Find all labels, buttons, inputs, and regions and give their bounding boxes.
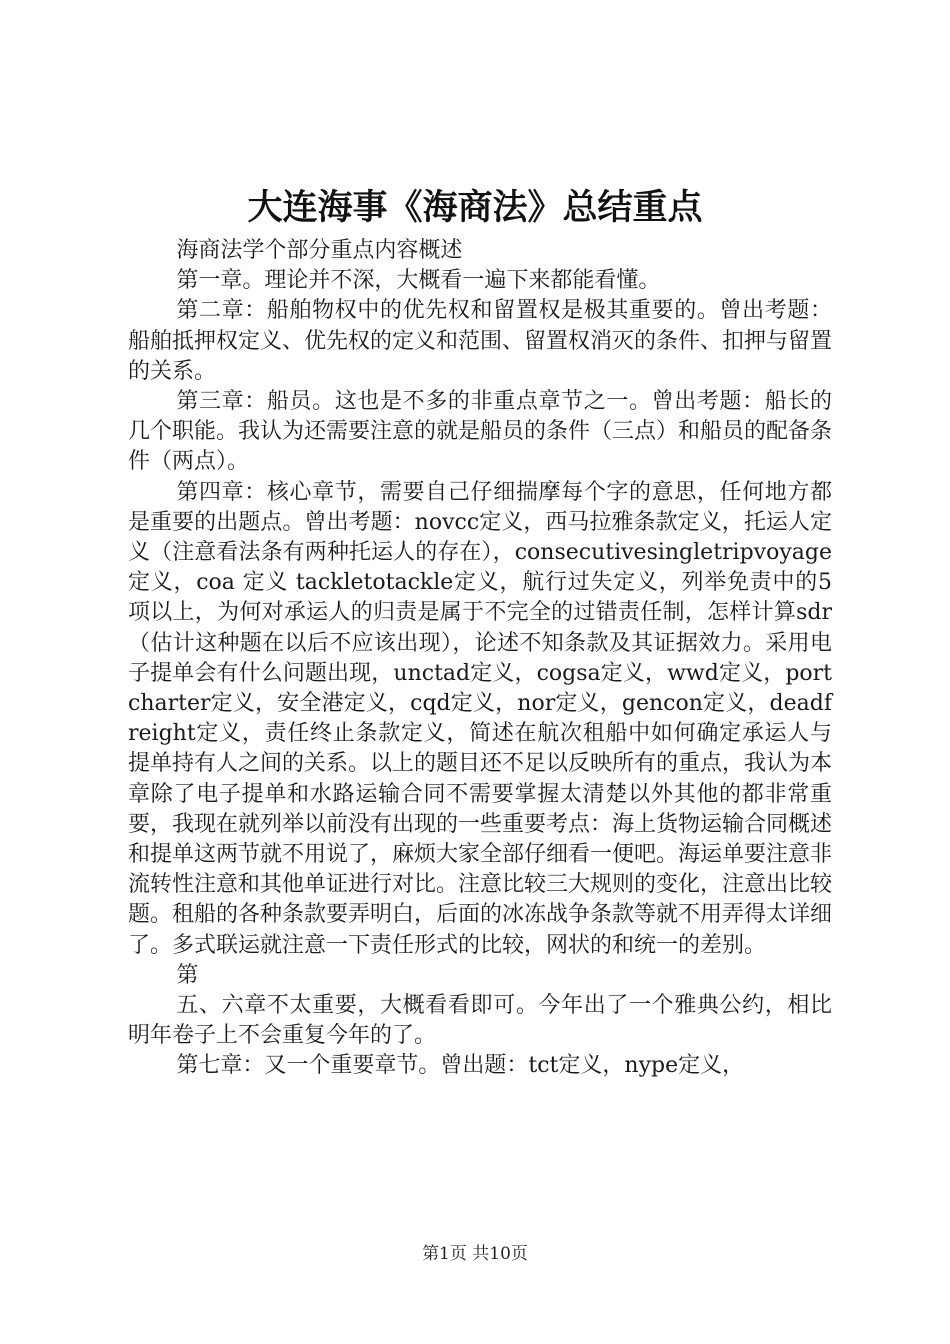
paragraph-chapter-5-6: 五、六章不太重要，大概看看即可。今年出了一个雅典公约，相比明年卷子上不会重复今年的了。 <box>128 993 832 1049</box>
paragraph-chapter-2: 第二章：船舶物权中的优先权和留置权是极其重要的。曾出考题：船舶抵押权定义、优先权的定义和范围、留置权消灭的条件、扣押与留置的关系。 <box>128 298 833 384</box>
document-body <box>128 236 832 1082</box>
paragraph-fragment: 第 <box>176 962 199 988</box>
document-title: 大连海事《海商法》总结重点 <box>247 187 703 228</box>
page-number-footer: 第1页 共10页 <box>422 1244 528 1264</box>
paragraph-chapter-7: 第七章：又一个重要章节。曾出题：tct定义，nype定义， <box>176 1053 745 1079</box>
paragraph-chapter-1: 第一章。理论并不深，大概看一遍下来都能看懂。 <box>176 268 661 294</box>
paragraph-chapter-4: 第四章：核心章节，需要自己仔细揣摩每个字的意思，任何地方都是重要的出题点。曾出考题：novcc定义，西马拉雅条款定义，托运人定义（注意看法条有两种托运人的存在），consecutivesingletripvoyage 定义，coa 定义 tackletotackle定义，航行过失定义，列举免责中的5项以上，为何对承运人的归责是属于不完全的过错责任制，怎样计算sdr（估计这种题在以后不应该出现），论述不知条款及其证据效力。采用电子提单会有什么问题出现，unctad定义，cogsa定义，wwd定义，portcharter定义，安全港定义，cqd定义，nor定义，gencon定义，deadfreight定义，责任终止条款定义，简述在航次租船中如何确定承运人与提单持有人之间的关系。以上的题目还不足以反映所有的重点，我认为本章除了电子提单和水路运输合同不需要掌握太清楚以外其他的都非常重要，我现在就列举以前没有出现的一些重要考点：海上货物运输合同概述和提单这两节就不用说了，麻烦大家全部仔细看一便吧。海运单要注意非流转性注意和其他单证进行对比。注意比较三大规则的变化，注意出比较题。租船的各种条款要弄明白，后面的冰冻战争条款等就不用弄得太详细了。多式联运就注意一下责任形式的比较，网状的和统一的差别。 <box>128 479 833 958</box>
paragraph-chapter-3: 第三章：船员。这也是不多的非重点章节之一。曾出考题：船长的几个职能。我认为还需要注意的就是船员的条件（三点）和船员的配备条件（两点）。 <box>128 389 833 475</box>
paragraph-overview: 海商法学个部分重点内容概述 <box>176 238 463 263</box>
